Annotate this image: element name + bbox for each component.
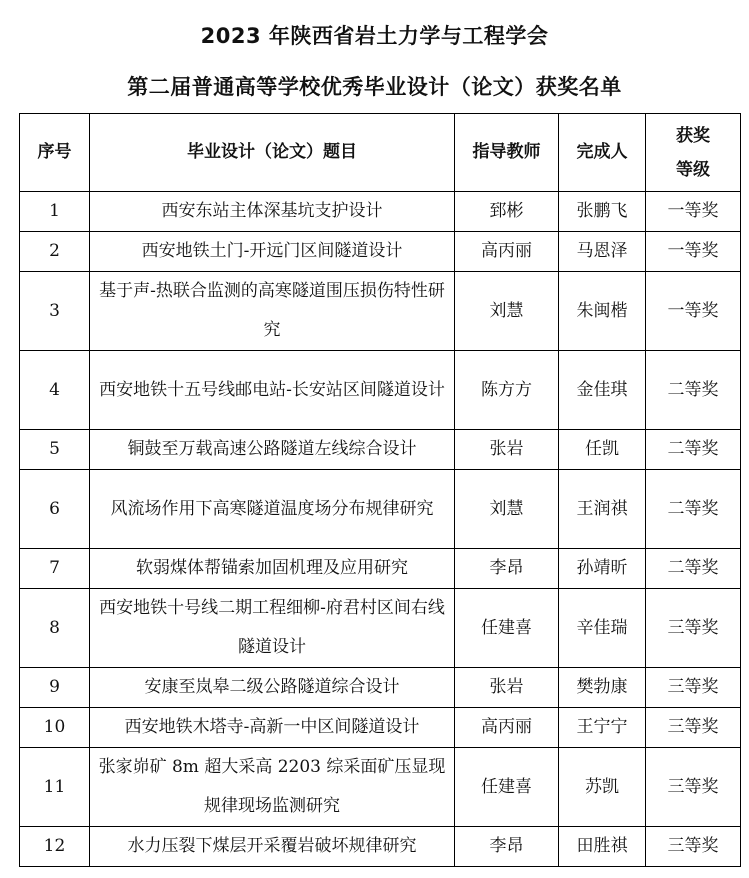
table-row: [20, 272, 741, 351]
cell-award: 一等奖: [646, 232, 741, 272]
document-title-line2: 第二届普通高等学校优秀毕业设计（论文）获奖名单: [127, 75, 622, 99]
cell-award: 二等奖: [646, 470, 741, 549]
cell-topic: 软弱煤体帮锚索加固机理及应用研究: [90, 549, 455, 589]
cell-student: 张鹏飞: [559, 192, 646, 232]
table-row: [20, 192, 741, 232]
cell-award: 二等奖: [646, 549, 741, 589]
table-row: [20, 668, 741, 708]
cell-award: 二等奖: [646, 430, 741, 470]
cell-student: 金佳琪: [559, 351, 646, 430]
cell-award: 一等奖: [646, 272, 741, 351]
header-advisor: 指导教师: [455, 114, 559, 192]
table-row: [20, 232, 741, 272]
cell-advisor: 张岩: [455, 668, 559, 708]
cell-index: 11: [20, 748, 90, 827]
cell-student: 孙靖昕: [559, 549, 646, 589]
cell-topic: 风流场作用下高寒隧道温度场分布规律研究: [90, 470, 455, 549]
cell-student: 王润祺: [559, 470, 646, 549]
cell-advisor: 陈方方: [455, 351, 559, 430]
cell-advisor: 李昂: [455, 549, 559, 589]
cell-student: 朱闽楷: [559, 272, 646, 351]
cell-student: 辛佳瑞: [559, 589, 646, 668]
cell-student: 田胜祺: [559, 827, 646, 867]
table-row: [20, 589, 741, 668]
cell-advisor: 任建喜: [455, 748, 559, 827]
cell-index: 8: [20, 589, 90, 668]
cell-index: 5: [20, 430, 90, 470]
award-table: [19, 113, 741, 867]
cell-student: 马恩泽: [559, 232, 646, 272]
cell-index: 3: [20, 272, 90, 351]
header-award-line2: 等级: [676, 159, 710, 180]
header-award-line1: 获奖: [676, 125, 710, 146]
cell-topic: 西安地铁十号线二期工程细柳-府君村区间右线隧道设计: [90, 589, 455, 668]
cell-award: 三等奖: [646, 827, 741, 867]
table-row: [20, 430, 741, 470]
header-award: [646, 114, 741, 192]
table-row: [20, 748, 741, 827]
cell-advisor: 高丙丽: [455, 232, 559, 272]
cell-topic: 张家峁矿 8m 超大采高 2203 综采面矿压显现规律现场监测研究: [90, 748, 455, 827]
cell-advisor: 刘慧: [455, 470, 559, 549]
table-row: [20, 708, 741, 748]
cell-award: 一等奖: [646, 192, 741, 232]
cell-advisor: 李昂: [455, 827, 559, 867]
cell-index: 2: [20, 232, 90, 272]
table-row: [20, 470, 741, 549]
cell-award: 二等奖: [646, 351, 741, 430]
cell-topic: 西安东站主体深基坑支护设计: [90, 192, 455, 232]
cell-topic: 西安地铁木塔寺-高新一中区间隧道设计: [90, 708, 455, 748]
cell-index: 10: [20, 708, 90, 748]
cell-student: 樊勃康: [559, 668, 646, 708]
cell-index: 6: [20, 470, 90, 549]
header-index: 序号: [20, 114, 90, 192]
table-row: [20, 549, 741, 589]
cell-student: 任凯: [559, 430, 646, 470]
cell-index: 9: [20, 668, 90, 708]
cell-topic: 安康至岚皋二级公路隧道综合设计: [90, 668, 455, 708]
table-row: [20, 351, 741, 430]
cell-topic: 水力压裂下煤层开采覆岩破坏规律研究: [90, 827, 455, 867]
cell-award: 三等奖: [646, 708, 741, 748]
cell-award: 三等奖: [646, 748, 741, 827]
cell-topic: 西安地铁十五号线邮电站-长安站区间隧道设计: [90, 351, 455, 430]
header-student: 完成人: [559, 114, 646, 192]
table-header-row: [20, 114, 741, 192]
cell-advisor: 高丙丽: [455, 708, 559, 748]
cell-student: 苏凯: [559, 748, 646, 827]
cell-advisor: 刘慧: [455, 272, 559, 351]
cell-advisor: 任建喜: [455, 589, 559, 668]
cell-index: 1: [20, 192, 90, 232]
document-title-line1: 2023 年陕西省岩土力学与工程学会: [200, 24, 549, 48]
cell-index: 4: [20, 351, 90, 430]
cell-award: 三等奖: [646, 589, 741, 668]
header-topic: 毕业设计（论文）题目: [90, 114, 455, 192]
cell-index: 12: [20, 827, 90, 867]
cell-index: 7: [20, 549, 90, 589]
table-row: [20, 827, 741, 867]
cell-student: 王宁宁: [559, 708, 646, 748]
cell-advisor: 张岩: [455, 430, 559, 470]
cell-topic: 基于声-热联合监测的高寒隧道围压损伤特性研究: [90, 272, 455, 351]
cell-advisor: 郅彬: [455, 192, 559, 232]
cell-topic: 西安地铁土门-开远门区间隧道设计: [90, 232, 455, 272]
cell-award: 三等奖: [646, 668, 741, 708]
cell-topic: 铜鼓至万载高速公路隧道左线综合设计: [90, 430, 455, 470]
